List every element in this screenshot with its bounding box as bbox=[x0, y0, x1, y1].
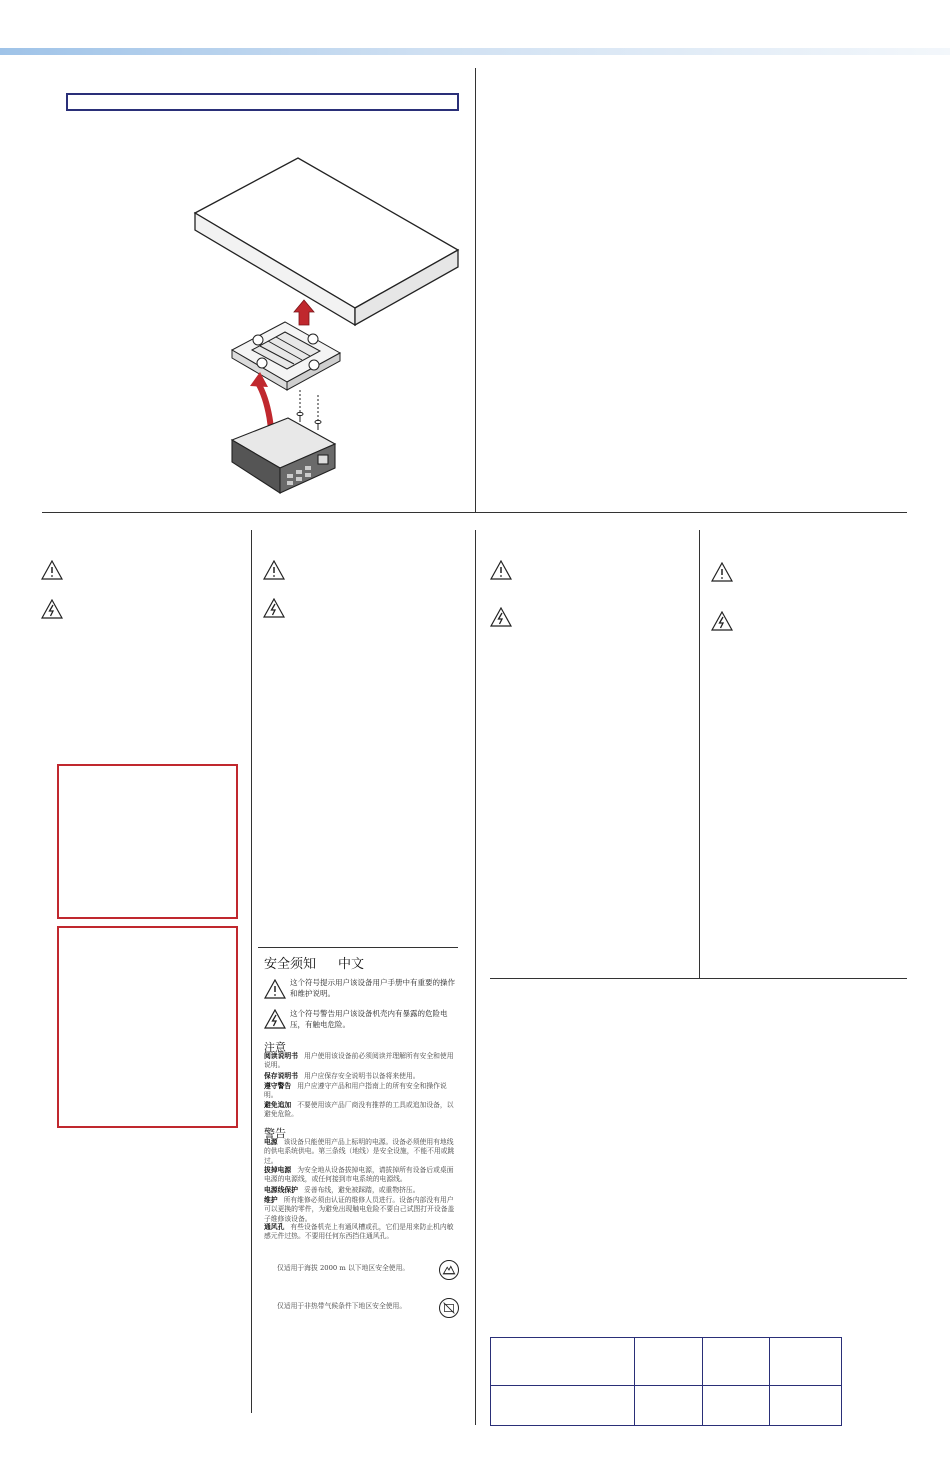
center-divider-top bbox=[475, 68, 476, 512]
item-text: 用户应遵守产品和用户指南上的所有安全和操作说明。 bbox=[264, 1082, 447, 1100]
table-cell bbox=[703, 1338, 770, 1386]
table-cell bbox=[491, 1386, 635, 1426]
caution-triangle-icon bbox=[264, 979, 286, 999]
header-band bbox=[0, 48, 950, 55]
column-divider-1 bbox=[251, 530, 252, 1413]
table-row bbox=[491, 1386, 842, 1426]
shock-triangle-icon bbox=[41, 599, 63, 619]
warning-box-1 bbox=[57, 764, 238, 919]
warning-item bbox=[264, 1223, 459, 1242]
spec-table bbox=[490, 1337, 842, 1426]
altitude-note: 仅适用于海拔 2000 m 以下地区安全使用。 bbox=[277, 1264, 410, 1272]
title-text: 安全须知 bbox=[264, 957, 317, 972]
shock-triangle-icon bbox=[264, 1009, 286, 1029]
caution-triangle-icon bbox=[263, 560, 285, 580]
item-text: 为安全地从设备拔掉电源，请拔掉所有设备后或桌面电源的电源线，或任何接到市电系统的电源线。 bbox=[264, 1166, 454, 1184]
table-cell bbox=[634, 1338, 703, 1386]
altitude-icon bbox=[439, 1260, 459, 1280]
table-row bbox=[491, 1338, 842, 1386]
item-text: 该设备只能使用产品上标明的电源。设备必须使用有地线的供电系统供电。第三条线（地线）是安全设施，不能不用或跳过。 bbox=[264, 1138, 455, 1165]
item-text: 妥善布线，避免被踩踏，或重物挤压。 bbox=[303, 1186, 420, 1194]
column-divider-3 bbox=[699, 530, 700, 978]
caution-heading: 注意 bbox=[264, 1041, 286, 1054]
shock-symbol-text: 这个符号警告用户该设备机壳内有暴露的危险电压，有触电危险。 bbox=[290, 1009, 448, 1029]
shock-triangle-icon bbox=[263, 598, 285, 618]
adapter-plate bbox=[232, 322, 340, 390]
shock-triangle-icon bbox=[711, 611, 733, 631]
caution-triangle-icon bbox=[711, 562, 733, 582]
screws bbox=[297, 390, 321, 430]
item-term: 电源线保护 bbox=[264, 1186, 298, 1194]
item-term: 维护 bbox=[264, 1196, 278, 1204]
table-cell bbox=[770, 1338, 842, 1386]
column-divider-2 bbox=[475, 530, 476, 1425]
chinese-section-rule bbox=[258, 947, 458, 948]
item-term: 电源 bbox=[264, 1138, 278, 1146]
caution-item bbox=[264, 1101, 459, 1120]
item-term: 保存说明书 bbox=[264, 1072, 298, 1080]
item-term: 遵守警告 bbox=[264, 1082, 292, 1090]
non-tropical-icon bbox=[439, 1298, 459, 1318]
warning-heading: 警告 bbox=[264, 1127, 286, 1140]
heading-box bbox=[66, 93, 459, 111]
item-text: 所有维修必须由认证的维修人员进行。设备内部没有用户可以更换的零件，为避免出现触电危险不要自己试图打开设备盖子维修该设备。 bbox=[264, 1196, 455, 1223]
caution-item bbox=[264, 1082, 459, 1101]
caution-item bbox=[264, 1052, 459, 1071]
item-text: 有些设备机壳上有通风槽或孔，它们是用来防止机内敏感元件过热。不要用任何东西挡住通风孔。 bbox=[264, 1223, 454, 1241]
item-text: 用户应保存安全说明书以备将来使用。 bbox=[303, 1072, 420, 1080]
item-text: 用户使用该设备前必须阅读并理解所有安全和使用说明。 bbox=[264, 1052, 454, 1070]
warning-box-2 bbox=[57, 926, 238, 1128]
power-supply bbox=[232, 418, 335, 493]
caution-triangle-icon bbox=[41, 560, 63, 580]
chinese-safety-title bbox=[264, 953, 364, 972]
section-divider bbox=[42, 512, 907, 513]
warning-item bbox=[264, 1138, 459, 1166]
lift-arrow bbox=[294, 300, 314, 325]
item-term: 阅读说明书 bbox=[264, 1052, 298, 1060]
item-term: 拔掉电源 bbox=[264, 1166, 292, 1174]
item-term: 避免追加 bbox=[264, 1101, 292, 1109]
caution-symbol-text: 这个符号提示用户该设备用户手册中有重要的操作和维护说明。 bbox=[290, 978, 455, 998]
warning-item bbox=[264, 1196, 459, 1224]
caution-item bbox=[264, 1072, 459, 1081]
climate-note: 仅适用于非热带气候条件下地区安全使用。 bbox=[277, 1302, 407, 1310]
installation-illustration bbox=[190, 150, 470, 500]
warning-item bbox=[264, 1186, 459, 1195]
shock-triangle-icon bbox=[490, 607, 512, 627]
right-section-rule bbox=[490, 978, 907, 979]
language-label: 中文 bbox=[338, 957, 365, 972]
table-cell bbox=[703, 1386, 770, 1426]
cover-panel bbox=[195, 158, 458, 325]
caution-triangle-icon bbox=[490, 560, 512, 580]
table-cell bbox=[634, 1386, 703, 1426]
table-cell bbox=[491, 1338, 635, 1386]
item-term: 通风孔 bbox=[264, 1223, 285, 1231]
table-cell bbox=[770, 1386, 842, 1426]
item-text: 不要使用该产品厂商没有推荐的工具或追加设备，以避免危险。 bbox=[264, 1101, 454, 1119]
warning-item bbox=[264, 1166, 459, 1185]
